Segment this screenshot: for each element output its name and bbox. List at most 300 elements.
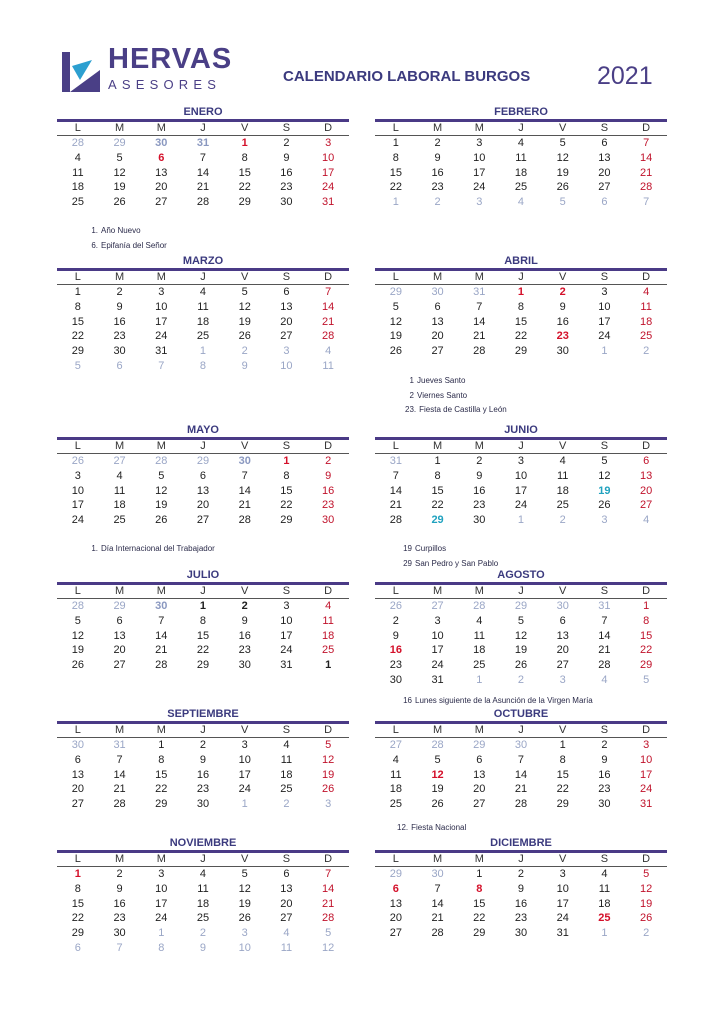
weekday-label: M [474,440,484,452]
day-cell: 7 [476,300,483,313]
day-cell: 4 [559,455,566,467]
day-cell: 8 [392,151,399,164]
day-cell: 4 [199,286,207,298]
day-cell: 22 [280,499,293,512]
day-cell: 2 [517,673,525,686]
day-cell: 2 [517,868,525,880]
day-cell: 23 [389,659,402,671]
day-cell: 29 [431,514,444,526]
day-cell: 2 [434,196,441,208]
day-cell: 16 [238,629,251,642]
day-cell: 5 [74,359,81,372]
day-cell: 3 [559,673,566,686]
day-cell: 15 [556,768,569,781]
day-cell: 31 [598,600,611,612]
day-cell: 18 [322,629,335,642]
weekday-label: J [200,122,206,134]
day-cell: 20 [556,644,569,657]
day-cell: 2 [283,798,290,810]
day-cell: 27 [598,181,611,194]
day-cell: 30 [514,927,528,939]
weekday-label: L [74,122,81,134]
note-item: 1. Año Nuevo [91,226,141,235]
day-cell: 15 [640,629,653,642]
day-cell: 10 [322,151,335,164]
weekday-label: V [559,724,567,736]
day-cell: 18 [640,315,653,328]
day-cell: 21 [113,783,126,796]
day-cell: 14 [431,897,444,910]
weekday-label: J [200,271,206,283]
day-cell: 23 [514,912,528,925]
day-cell: 20 [280,897,293,910]
day-cell: 4 [116,469,123,482]
day-cell: 24 [473,181,486,194]
day-cell: 2 [325,455,332,467]
weekday-label: S [282,853,291,865]
day-cell: 31 [196,137,210,149]
day-cell: 10 [431,629,444,642]
day-cell: 9 [241,614,248,627]
day-cell: 18 [113,499,126,512]
day-cell: 5 [392,300,399,313]
day-cell: 17 [238,768,251,781]
day-cell: 20 [473,783,486,796]
day-cell: 31 [389,455,402,467]
day-cell: 4 [325,345,332,357]
day-cell: 16 [514,897,528,910]
day-cell: 15 [196,629,210,642]
day-cell: 29 [113,600,126,612]
weekday-label: D [324,440,333,452]
month-febrero [375,106,667,210]
month-name: JULIO [186,569,220,581]
weekday-header [375,724,667,738]
day-cell: 15 [71,315,84,328]
weekday-label: S [282,122,291,134]
day-cell: 22 [389,181,402,194]
day-cell: 10 [514,469,528,482]
day-cell: 1 [517,514,525,526]
day-cell: 29 [473,927,486,939]
day-cell: 17 [514,484,528,497]
month-name: NOVIEMBRE [169,837,237,849]
day-cell: 27 [431,600,444,612]
day-cell: 13 [473,768,486,781]
day-cell: 11 [113,484,126,497]
day-cell: 18 [514,166,528,179]
day-cell: 26 [238,912,251,925]
day-cell: 6 [283,868,290,880]
day-cell: 30 [238,455,251,467]
month-noviembre [57,837,349,956]
day-cell: 16 [389,644,402,657]
day-cell: 26 [640,912,653,925]
day-cell: 27 [280,912,293,925]
day-cell: 27 [640,499,653,512]
month-name: DICIEMBRE [490,837,552,849]
day-cell: 3 [559,868,566,880]
day-cell: 22 [473,912,486,925]
day-cell: 5 [241,868,248,880]
day-cell: 25 [71,196,84,208]
day-cell: 9 [559,300,566,313]
day-cell: 5 [434,753,441,766]
day-cell: 9 [325,469,332,482]
weekday-header [57,853,349,867]
day-cell: 29 [389,868,402,880]
days-grid [375,599,667,688]
day-cell: 12 [431,768,444,781]
weekday-label: S [600,122,609,134]
day-cell: 20 [196,499,210,512]
day-cell: 28 [473,600,486,612]
day-cell: 1 [241,137,248,149]
day-cell: 4 [476,614,483,627]
month-name: AGOSTO [497,569,545,581]
day-cell: 20 [280,315,293,328]
day-cell: 1 [392,196,399,208]
month-agosto [375,569,667,688]
weekday-label: S [282,585,291,597]
day-cell: 17 [155,315,168,328]
day-cell: 29 [71,927,84,939]
day-cell: 4 [283,739,290,751]
notes-octubre [397,821,466,836]
day-cell: 18 [473,644,486,657]
month-name: MAYO [187,424,219,436]
weekday-label: L [74,271,81,283]
day-cell: 12 [556,151,569,164]
days-grid [57,738,349,812]
day-cell: 1 [199,345,207,357]
day-cell: 20 [113,644,126,657]
day-cell: 7 [434,882,441,895]
weekday-label: M [432,271,443,283]
days-grid [57,454,349,528]
day-cell: 12 [238,300,251,313]
day-cell: 7 [643,196,650,208]
day-cell: 9 [392,629,399,642]
day-cell: 9 [116,882,123,895]
day-cell: 24 [431,659,444,671]
weekday-header [57,122,349,136]
weekday-label: J [200,724,206,736]
day-cell: 2 [643,927,650,939]
day-cell: 5 [643,868,650,880]
day-cell: 30 [598,798,611,810]
day-cell: 30 [155,137,168,149]
day-cell: 16 [196,768,210,781]
day-cell: 17 [155,897,168,910]
day-cell: 9 [241,359,248,372]
weekday-label: M [114,271,125,283]
day-cell: 6 [74,753,81,766]
day-cell: 5 [325,739,332,751]
weekday-label: J [518,853,524,865]
day-cell: 30 [155,600,168,612]
day-cell: 29 [389,286,402,298]
day-cell: 14 [640,151,653,164]
day-cell: 3 [643,739,650,751]
day-cell: 22 [155,783,168,796]
day-cell: 29 [113,137,126,149]
day-cell: 27 [196,514,210,526]
day-cell: 25 [322,644,335,657]
weekday-label: V [559,853,567,865]
day-cell: 11 [280,941,293,954]
day-cell: 23 [556,330,569,343]
day-cell: 18 [196,315,210,328]
day-cell: 1 [241,798,248,810]
day-cell: 31 [280,659,293,671]
notes-agosto [403,694,593,709]
day-cell: 3 [283,345,290,357]
day-cell: 21 [196,181,210,194]
month-septiembre [57,708,349,812]
note-item: 29 San Pedro y San Pablo [403,558,499,568]
day-cell: 5 [559,137,566,149]
month-name: MARZO [182,255,224,267]
weekday-label: S [282,440,291,452]
day-cell: 7 [116,941,123,954]
day-cell: 4 [601,868,608,880]
day-cell: 8 [476,882,483,895]
weekday-label: M [114,853,125,865]
day-cell: 28 [514,798,528,810]
day-cell: 3 [601,514,608,526]
day-cell: 12 [322,941,335,954]
day-cell: 2 [199,927,207,939]
days-grid [375,136,667,210]
day-cell: 8 [643,614,650,627]
day-cell: 28 [238,514,251,526]
weekday-label: M [474,122,484,134]
day-cell: 25 [280,783,293,796]
day-cell: 14 [473,315,486,328]
day-cell: 28 [389,514,402,526]
day-cell: 14 [598,629,611,642]
note-item: 12. Fiesta Nacional [397,823,467,832]
weekday-label: D [642,271,651,283]
day-cell: 9 [283,151,290,164]
day-cell: 28 [431,739,444,751]
day-cell: 16 [556,315,569,328]
day-cell: 21 [598,644,611,657]
day-cell: 19 [431,783,444,796]
note-item: 2 Viernes Santo [409,390,468,400]
company-logo [62,40,232,98]
day-cell: 4 [643,514,650,526]
day-cell: 16 [473,484,486,497]
day-cell: 3 [476,137,483,149]
day-cell: 28 [431,927,444,939]
day-cell: 24 [155,912,168,925]
day-cell: 16 [431,166,444,179]
weekday-label: M [156,724,166,736]
day-cell: 19 [113,181,126,194]
day-cell: 1 [325,659,332,671]
day-cell: 2 [199,739,207,751]
day-cell: 11 [640,300,652,313]
day-cell: 22 [71,912,84,925]
day-cell: 17 [640,768,653,781]
weekday-header [375,271,667,285]
day-cell: 20 [598,166,611,179]
day-cell: 10 [71,484,84,497]
day-cell: 18 [598,897,611,910]
day-cell: 19 [556,166,569,179]
weekday-label: J [200,585,206,597]
month-name: ABRIL [504,255,538,267]
day-cell: 17 [556,897,569,910]
day-cell: 11 [556,469,569,482]
day-cell: 29 [473,739,486,751]
weekday-label: M [432,724,443,736]
day-cell: 22 [514,330,528,343]
day-cell: 4 [199,868,207,880]
note-item: 1 Jueves Santo [409,376,466,385]
day-cell: 7 [643,137,650,149]
day-cell: 3 [158,286,165,298]
day-cell: 10 [640,753,653,766]
weekday-label: V [559,440,567,452]
day-cell: 5 [601,455,608,467]
day-cell: 3 [158,868,165,880]
day-cell: 1 [559,739,566,751]
day-cell: 6 [476,753,483,766]
day-cell: 29 [556,798,569,810]
day-cell: 27 [431,345,444,357]
weekday-label: D [642,585,651,597]
day-cell: 17 [322,166,335,179]
day-cell: 15 [431,484,444,497]
weekday-label: L [74,853,81,865]
weekday-label: J [518,724,524,736]
day-cell: 26 [155,514,168,526]
day-cell: 12 [389,315,402,328]
day-cell: 16 [280,166,293,179]
day-cell: 3 [434,614,441,627]
days-grid [57,285,349,374]
day-cell: 5 [158,469,165,482]
day-cell: 25 [389,798,402,810]
day-cell: 28 [322,912,335,925]
weekday-label: D [324,724,333,736]
day-cell: 22 [431,499,444,512]
day-cell: 14 [514,768,528,781]
day-cell: 6 [199,469,207,482]
day-cell: 7 [116,753,123,766]
day-cell: 9 [601,753,608,766]
day-cell: 2 [559,514,566,526]
day-cell: 3 [283,600,290,612]
day-cell: 20 [640,484,653,497]
day-cell: 12 [514,629,528,642]
day-cell: 16 [598,768,611,781]
day-cell: 6 [283,286,290,298]
day-cell: 14 [155,629,168,642]
day-cell: 7 [325,286,332,298]
weekday-label: D [642,724,651,736]
weekday-label: M [474,271,484,283]
day-cell: 4 [325,600,332,612]
weekday-label: M [156,440,166,452]
day-cell: 15 [389,166,402,179]
day-cell: 7 [517,753,525,766]
note-item: 6. Epifanía del Señor [91,240,167,250]
month-name: OCTUBRE [493,708,549,720]
day-cell: 22 [196,644,210,657]
day-cell: 1 [392,137,399,149]
day-cell: 10 [556,882,569,895]
day-cell: 23 [113,912,126,925]
day-cell: 10 [238,753,251,766]
day-cell: 24 [556,912,569,925]
day-cell: 9 [476,469,483,482]
weekday-label: S [600,724,609,736]
day-cell: 18 [71,181,84,194]
day-cell: 12 [155,484,168,497]
weekday-label: M [114,585,125,597]
day-cell: 18 [280,768,293,781]
day-cell: 14 [322,300,335,313]
day-cell: 20 [431,330,444,343]
day-cell: 31 [155,345,168,357]
day-cell: 19 [514,644,528,657]
day-cell: 9 [434,151,441,164]
weekday-label: S [600,853,609,865]
weekday-label: J [518,122,524,134]
day-cell: 30 [196,798,210,810]
month-diciembre [375,837,667,941]
day-cell: 1 [434,455,441,467]
day-cell: 27 [280,330,293,343]
day-cell: 27 [389,739,402,751]
day-cell: 14 [113,768,126,781]
day-cell: 2 [476,455,483,467]
day-cell: 10 [280,614,293,627]
weekday-label: V [241,440,249,452]
day-cell: 19 [598,484,611,497]
day-cell: 23 [196,783,210,796]
day-cell: 8 [559,753,566,766]
day-cell: 20 [389,912,402,925]
weekday-label: D [324,853,333,865]
day-cell: 11 [322,359,334,372]
logo-mark-icon [62,52,100,92]
weekday-header [57,724,349,738]
day-cell: 1 [476,673,483,686]
day-cell: 4 [517,137,525,149]
day-cell: 26 [598,499,611,512]
weekday-header [57,271,349,285]
day-cell: 5 [116,151,123,164]
day-cell: 31 [556,927,569,939]
day-cell: 26 [389,345,402,357]
day-cell: 21 [322,897,335,910]
day-cell: 30 [431,286,444,298]
day-cell: 14 [196,166,210,179]
day-cell: 24 [598,330,611,343]
day-cell: 23 [431,181,444,194]
month-mayo [57,424,349,528]
day-cell: 1 [601,927,608,939]
day-cell: 11 [322,614,334,627]
day-cell: 15 [280,484,293,497]
day-cell: 3 [241,927,248,939]
day-cell: 24 [71,514,84,526]
